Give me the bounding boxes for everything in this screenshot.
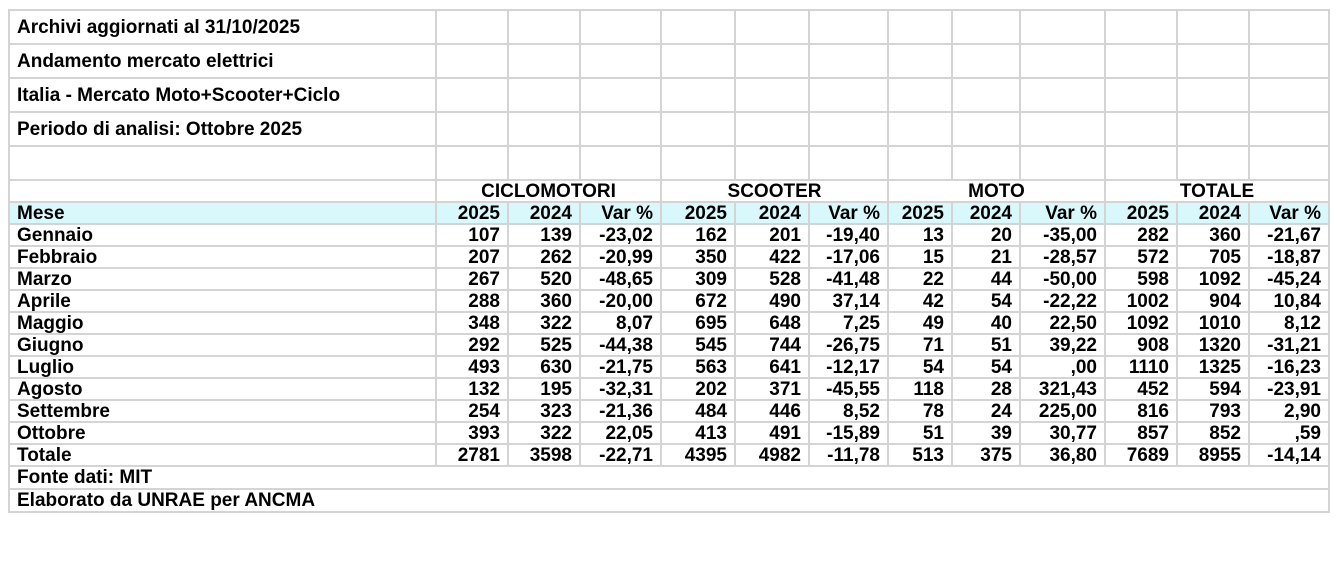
col-scooter-2025: 2025 bbox=[661, 202, 735, 224]
table-cell-c25: 267 bbox=[436, 268, 508, 290]
table-cell-s25: 309 bbox=[661, 268, 735, 290]
table-cell-c25: 393 bbox=[436, 422, 508, 444]
table-cell-c24: 322 bbox=[508, 422, 580, 444]
table-cell-m25: 51 bbox=[888, 422, 952, 444]
table-cell-c24: 262 bbox=[508, 246, 580, 268]
table-cell-s24: 422 bbox=[735, 246, 809, 268]
table-cell-t24: 1010 bbox=[1177, 312, 1249, 334]
table-cell-t24: 705 bbox=[1177, 246, 1249, 268]
table-cell-s24: 446 bbox=[735, 400, 809, 422]
table-cell-cv: -22,71 bbox=[580, 444, 661, 466]
col-ciclomotori-var: Var % bbox=[580, 202, 661, 224]
table-cell-s25: 202 bbox=[661, 378, 735, 400]
group-scooter: SCOOTER bbox=[661, 180, 888, 202]
table-cell-m25: 13 bbox=[888, 224, 952, 246]
table-cell-c24: 630 bbox=[508, 356, 580, 378]
table-cell-sv: -12,17 bbox=[809, 356, 888, 378]
table-cell-c24: 525 bbox=[508, 334, 580, 356]
table-row bbox=[9, 400, 1329, 422]
table-cell-s25: 484 bbox=[661, 400, 735, 422]
table-cell-sv: 37,14 bbox=[809, 290, 888, 312]
analysis-period-label: Periodo di analisi: Ottobre 2025 bbox=[9, 112, 436, 146]
table-cell-t25: 908 bbox=[1105, 334, 1177, 356]
table-cell-m25: 118 bbox=[888, 378, 952, 400]
col-totale-2024: 2024 bbox=[1177, 202, 1249, 224]
table-cell-s24: 744 bbox=[735, 334, 809, 356]
table-cell-tv: -18,87 bbox=[1249, 246, 1329, 268]
col-ciclomotori-2024: 2024 bbox=[508, 202, 580, 224]
table-cell-mv: 30,77 bbox=[1020, 422, 1105, 444]
table-cell-c24: 322 bbox=[508, 312, 580, 334]
table-cell-c25: 2781 bbox=[436, 444, 508, 466]
table-cell-t24: 793 bbox=[1177, 400, 1249, 422]
table-cell-m25: 22 bbox=[888, 268, 952, 290]
table-cell-t25: 572 bbox=[1105, 246, 1177, 268]
table-cell-m24: 20 bbox=[952, 224, 1020, 246]
table-cell-m24: 24 bbox=[952, 400, 1020, 422]
table-cell-m24: 40 bbox=[952, 312, 1020, 334]
table-cell-s25: 4395 bbox=[661, 444, 735, 466]
table-cell-cv: -21,75 bbox=[580, 356, 661, 378]
table-cell-s24: 371 bbox=[735, 378, 809, 400]
market-table bbox=[8, 9, 1330, 513]
row-month-label: Settembre bbox=[9, 400, 436, 422]
table-cell-t24: 852 bbox=[1177, 422, 1249, 444]
table-cell-mv: 22,50 bbox=[1020, 312, 1105, 334]
table-row bbox=[9, 312, 1329, 334]
table-cell-sv: -17,06 bbox=[809, 246, 888, 268]
col-scooter-var: Var % bbox=[809, 202, 888, 224]
table-cell-s25: 413 bbox=[661, 422, 735, 444]
table-cell-tv: 10,84 bbox=[1249, 290, 1329, 312]
table-cell-t24: 1320 bbox=[1177, 334, 1249, 356]
group-ciclomotori: CICLOMOTORI bbox=[436, 180, 661, 202]
table-cell-c25: 132 bbox=[436, 378, 508, 400]
table-cell-c25: 107 bbox=[436, 224, 508, 246]
col-ciclomotori-2025: 2025 bbox=[436, 202, 508, 224]
table-cell-m25: 49 bbox=[888, 312, 952, 334]
group-header-row bbox=[9, 180, 1329, 202]
table-cell-s24: 528 bbox=[735, 268, 809, 290]
table-cell-s25: 350 bbox=[661, 246, 735, 268]
table-cell-tv: -31,21 bbox=[1249, 334, 1329, 356]
table-cell-cv: -48,65 bbox=[580, 268, 661, 290]
table-cell-m25: 54 bbox=[888, 356, 952, 378]
table-cell-t25: 1002 bbox=[1105, 290, 1177, 312]
table-cell-sv: -19,40 bbox=[809, 224, 888, 246]
table-cell-c24: 195 bbox=[508, 378, 580, 400]
row-month-label: Febbraio bbox=[9, 246, 436, 268]
table-cell-cv: -20,00 bbox=[580, 290, 661, 312]
table-row bbox=[9, 378, 1329, 400]
table-cell-m24: 54 bbox=[952, 356, 1020, 378]
table-cell-c24: 139 bbox=[508, 224, 580, 246]
table-cell-s24: 4982 bbox=[735, 444, 809, 466]
table-cell-cv: -23,02 bbox=[580, 224, 661, 246]
table-cell-mv: 225,00 bbox=[1020, 400, 1105, 422]
table-cell-tv: -23,91 bbox=[1249, 378, 1329, 400]
col-mese: Mese bbox=[9, 202, 436, 224]
table-cell-m24: 28 bbox=[952, 378, 1020, 400]
row-month-label: Ottobre bbox=[9, 422, 436, 444]
table-cell-tv: ,59 bbox=[1249, 422, 1329, 444]
table-cell-t24: 8955 bbox=[1177, 444, 1249, 466]
table-cell-t25: 857 bbox=[1105, 422, 1177, 444]
col-moto-var: Var % bbox=[1020, 202, 1105, 224]
table-cell-sv: 8,52 bbox=[809, 400, 888, 422]
table-cell-m24: 375 bbox=[952, 444, 1020, 466]
table-cell-c24: 520 bbox=[508, 268, 580, 290]
table-cell-sv: -15,89 bbox=[809, 422, 888, 444]
col-scooter-2024: 2024 bbox=[735, 202, 809, 224]
row-month-label: Agosto bbox=[9, 378, 436, 400]
table-cell-c25: 254 bbox=[436, 400, 508, 422]
table-cell-m24: 21 bbox=[952, 246, 1020, 268]
row-month-label: Aprile bbox=[9, 290, 436, 312]
table-row bbox=[9, 268, 1329, 290]
table-cell-cv: 8,07 bbox=[580, 312, 661, 334]
table-row bbox=[9, 224, 1329, 246]
table-cell-s25: 162 bbox=[661, 224, 735, 246]
table-cell-mv: -22,22 bbox=[1020, 290, 1105, 312]
col-moto-2024: 2024 bbox=[952, 202, 1020, 224]
row-month-label: Totale bbox=[9, 444, 436, 466]
group-totale: TOTALE bbox=[1105, 180, 1329, 202]
table-row bbox=[9, 422, 1329, 444]
table-cell-sv: 7,25 bbox=[809, 312, 888, 334]
table-cell-s25: 563 bbox=[661, 356, 735, 378]
footer-source: Fonte dati: MIT bbox=[9, 466, 1329, 489]
table-cell-m25: 78 bbox=[888, 400, 952, 422]
table-cell-c25: 292 bbox=[436, 334, 508, 356]
table-cell-sv: -26,75 bbox=[809, 334, 888, 356]
table-cell-cv: 22,05 bbox=[580, 422, 661, 444]
table-cell-cv: -44,38 bbox=[580, 334, 661, 356]
column-header-row bbox=[9, 202, 1329, 224]
table-cell-s24: 491 bbox=[735, 422, 809, 444]
table-cell-tv: -21,67 bbox=[1249, 224, 1329, 246]
table-row bbox=[9, 444, 1329, 466]
table-cell-m25: 71 bbox=[888, 334, 952, 356]
col-totale-2025: 2025 bbox=[1105, 202, 1177, 224]
table-cell-t24: 904 bbox=[1177, 290, 1249, 312]
table-cell-mv: -50,00 bbox=[1020, 268, 1105, 290]
table-cell-t25: 1110 bbox=[1105, 356, 1177, 378]
table-row bbox=[9, 356, 1329, 378]
table-cell-c24: 3598 bbox=[508, 444, 580, 466]
table-cell-t25: 452 bbox=[1105, 378, 1177, 400]
report-title: Andamento mercato elettrici bbox=[9, 44, 436, 78]
table-cell-t24: 360 bbox=[1177, 224, 1249, 246]
table-cell-cv: -32,31 bbox=[580, 378, 661, 400]
table-cell-mv: 321,43 bbox=[1020, 378, 1105, 400]
table-cell-c25: 493 bbox=[436, 356, 508, 378]
table-cell-mv: 36,80 bbox=[1020, 444, 1105, 466]
table-cell-mv: -35,00 bbox=[1020, 224, 1105, 246]
table-cell-c24: 323 bbox=[508, 400, 580, 422]
table-cell-m24: 51 bbox=[952, 334, 1020, 356]
table-row bbox=[9, 334, 1329, 356]
table-cell-tv: -16,23 bbox=[1249, 356, 1329, 378]
table-cell-m25: 513 bbox=[888, 444, 952, 466]
table-cell-s25: 672 bbox=[661, 290, 735, 312]
table-cell-s24: 648 bbox=[735, 312, 809, 334]
table-cell-sv: -11,78 bbox=[809, 444, 888, 466]
table-cell-s24: 201 bbox=[735, 224, 809, 246]
archive-date-label: Archivi aggiornati al 31/10/2025 bbox=[9, 10, 436, 44]
col-moto-2025: 2025 bbox=[888, 202, 952, 224]
row-month-label: Gennaio bbox=[9, 224, 436, 246]
table-cell-m24: 54 bbox=[952, 290, 1020, 312]
table-cell-tv: -14,14 bbox=[1249, 444, 1329, 466]
table-cell-m25: 15 bbox=[888, 246, 952, 268]
table-cell-mv: 39,22 bbox=[1020, 334, 1105, 356]
table-cell-mv: ,00 bbox=[1020, 356, 1105, 378]
table-cell-cv: -21,36 bbox=[580, 400, 661, 422]
table-cell-t25: 1092 bbox=[1105, 312, 1177, 334]
table-cell-sv: -45,55 bbox=[809, 378, 888, 400]
row-month-label: Giugno bbox=[9, 334, 436, 356]
table-cell-c24: 360 bbox=[508, 290, 580, 312]
row-month-label: Maggio bbox=[9, 312, 436, 334]
footer-author: Elaborato da UNRAE per ANCMA bbox=[9, 489, 1329, 512]
table-cell-t25: 598 bbox=[1105, 268, 1177, 290]
table-cell-s25: 695 bbox=[661, 312, 735, 334]
table-row bbox=[9, 290, 1329, 312]
table-cell-c25: 288 bbox=[436, 290, 508, 312]
table-cell-s25: 545 bbox=[661, 334, 735, 356]
table-cell-t25: 7689 bbox=[1105, 444, 1177, 466]
group-moto: MOTO bbox=[888, 180, 1105, 202]
table-cell-s24: 490 bbox=[735, 290, 809, 312]
table-cell-cv: -20,99 bbox=[580, 246, 661, 268]
table-row bbox=[9, 246, 1329, 268]
table-cell-t24: 1325 bbox=[1177, 356, 1249, 378]
col-totale-var: Var % bbox=[1249, 202, 1329, 224]
table-cell-c25: 207 bbox=[436, 246, 508, 268]
table-cell-tv: 8,12 bbox=[1249, 312, 1329, 334]
table-cell-t24: 1092 bbox=[1177, 268, 1249, 290]
table-cell-mv: -28,57 bbox=[1020, 246, 1105, 268]
table-cell-m25: 42 bbox=[888, 290, 952, 312]
table-cell-t25: 282 bbox=[1105, 224, 1177, 246]
table-cell-m24: 39 bbox=[952, 422, 1020, 444]
row-month-label: Luglio bbox=[9, 356, 436, 378]
market-scope-label: Italia - Mercato Moto+Scooter+Ciclo bbox=[9, 78, 436, 112]
table-cell-t24: 594 bbox=[1177, 378, 1249, 400]
row-month-label: Marzo bbox=[9, 268, 436, 290]
table-cell-sv: -41,48 bbox=[809, 268, 888, 290]
table-cell-c25: 348 bbox=[436, 312, 508, 334]
table-cell-m24: 44 bbox=[952, 268, 1020, 290]
table-cell-s24: 641 bbox=[735, 356, 809, 378]
table-cell-tv: 2,90 bbox=[1249, 400, 1329, 422]
table-cell-tv: -45,24 bbox=[1249, 268, 1329, 290]
table-cell-t25: 816 bbox=[1105, 400, 1177, 422]
